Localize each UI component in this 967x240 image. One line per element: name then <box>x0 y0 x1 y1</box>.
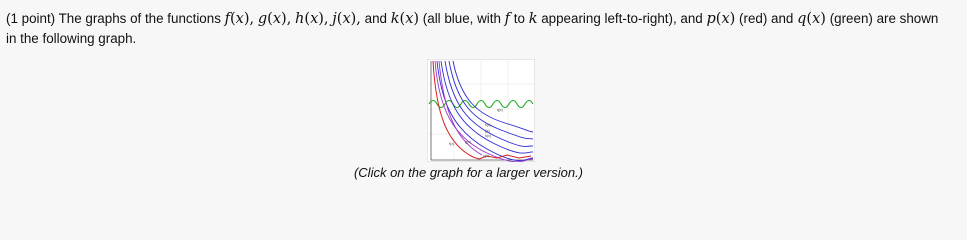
func-q: q <box>797 11 807 27</box>
intro-text: The graphs of the functions <box>58 11 221 26</box>
red-label: (red) and <box>739 11 794 26</box>
label-g: g(x) <box>465 140 471 144</box>
func-h: h <box>295 11 305 27</box>
label-f: f(x) <box>449 142 454 146</box>
func-k: k <box>390 11 400 27</box>
points-label: (1 point) <box>6 11 56 26</box>
label-h: h(x) <box>485 134 491 138</box>
graph-caption: (Click on the graph for a larger version.) <box>353 165 584 180</box>
func-p: p <box>706 11 716 27</box>
problem-line2: in the following graph. <box>6 31 137 46</box>
paren-open: (all blue, with <box>422 11 501 26</box>
appearing-text: appearing left-to-right), and <box>541 11 703 26</box>
green-label: (green) are shown <box>829 11 939 26</box>
graph-image[interactable] <box>427 59 535 162</box>
problem-text: (1 point) The graphs of the functions f(x), g(x), h(x), j(x), and k(x) (all blue, with f to k appearing left-to-right), and p(x) (red) and q(x) (green) are shown in the following graph. <box>6 11 939 46</box>
label-j: j(x) <box>485 129 490 133</box>
label-p: p(x) <box>483 154 489 158</box>
graph-thumbnail[interactable] <box>427 59 535 162</box>
func-g: g <box>257 11 268 27</box>
label-q: q(x) <box>497 108 503 112</box>
label-k: k(x) <box>485 123 491 127</box>
func-f: f <box>224 11 230 27</box>
func-j: j <box>332 11 337 27</box>
